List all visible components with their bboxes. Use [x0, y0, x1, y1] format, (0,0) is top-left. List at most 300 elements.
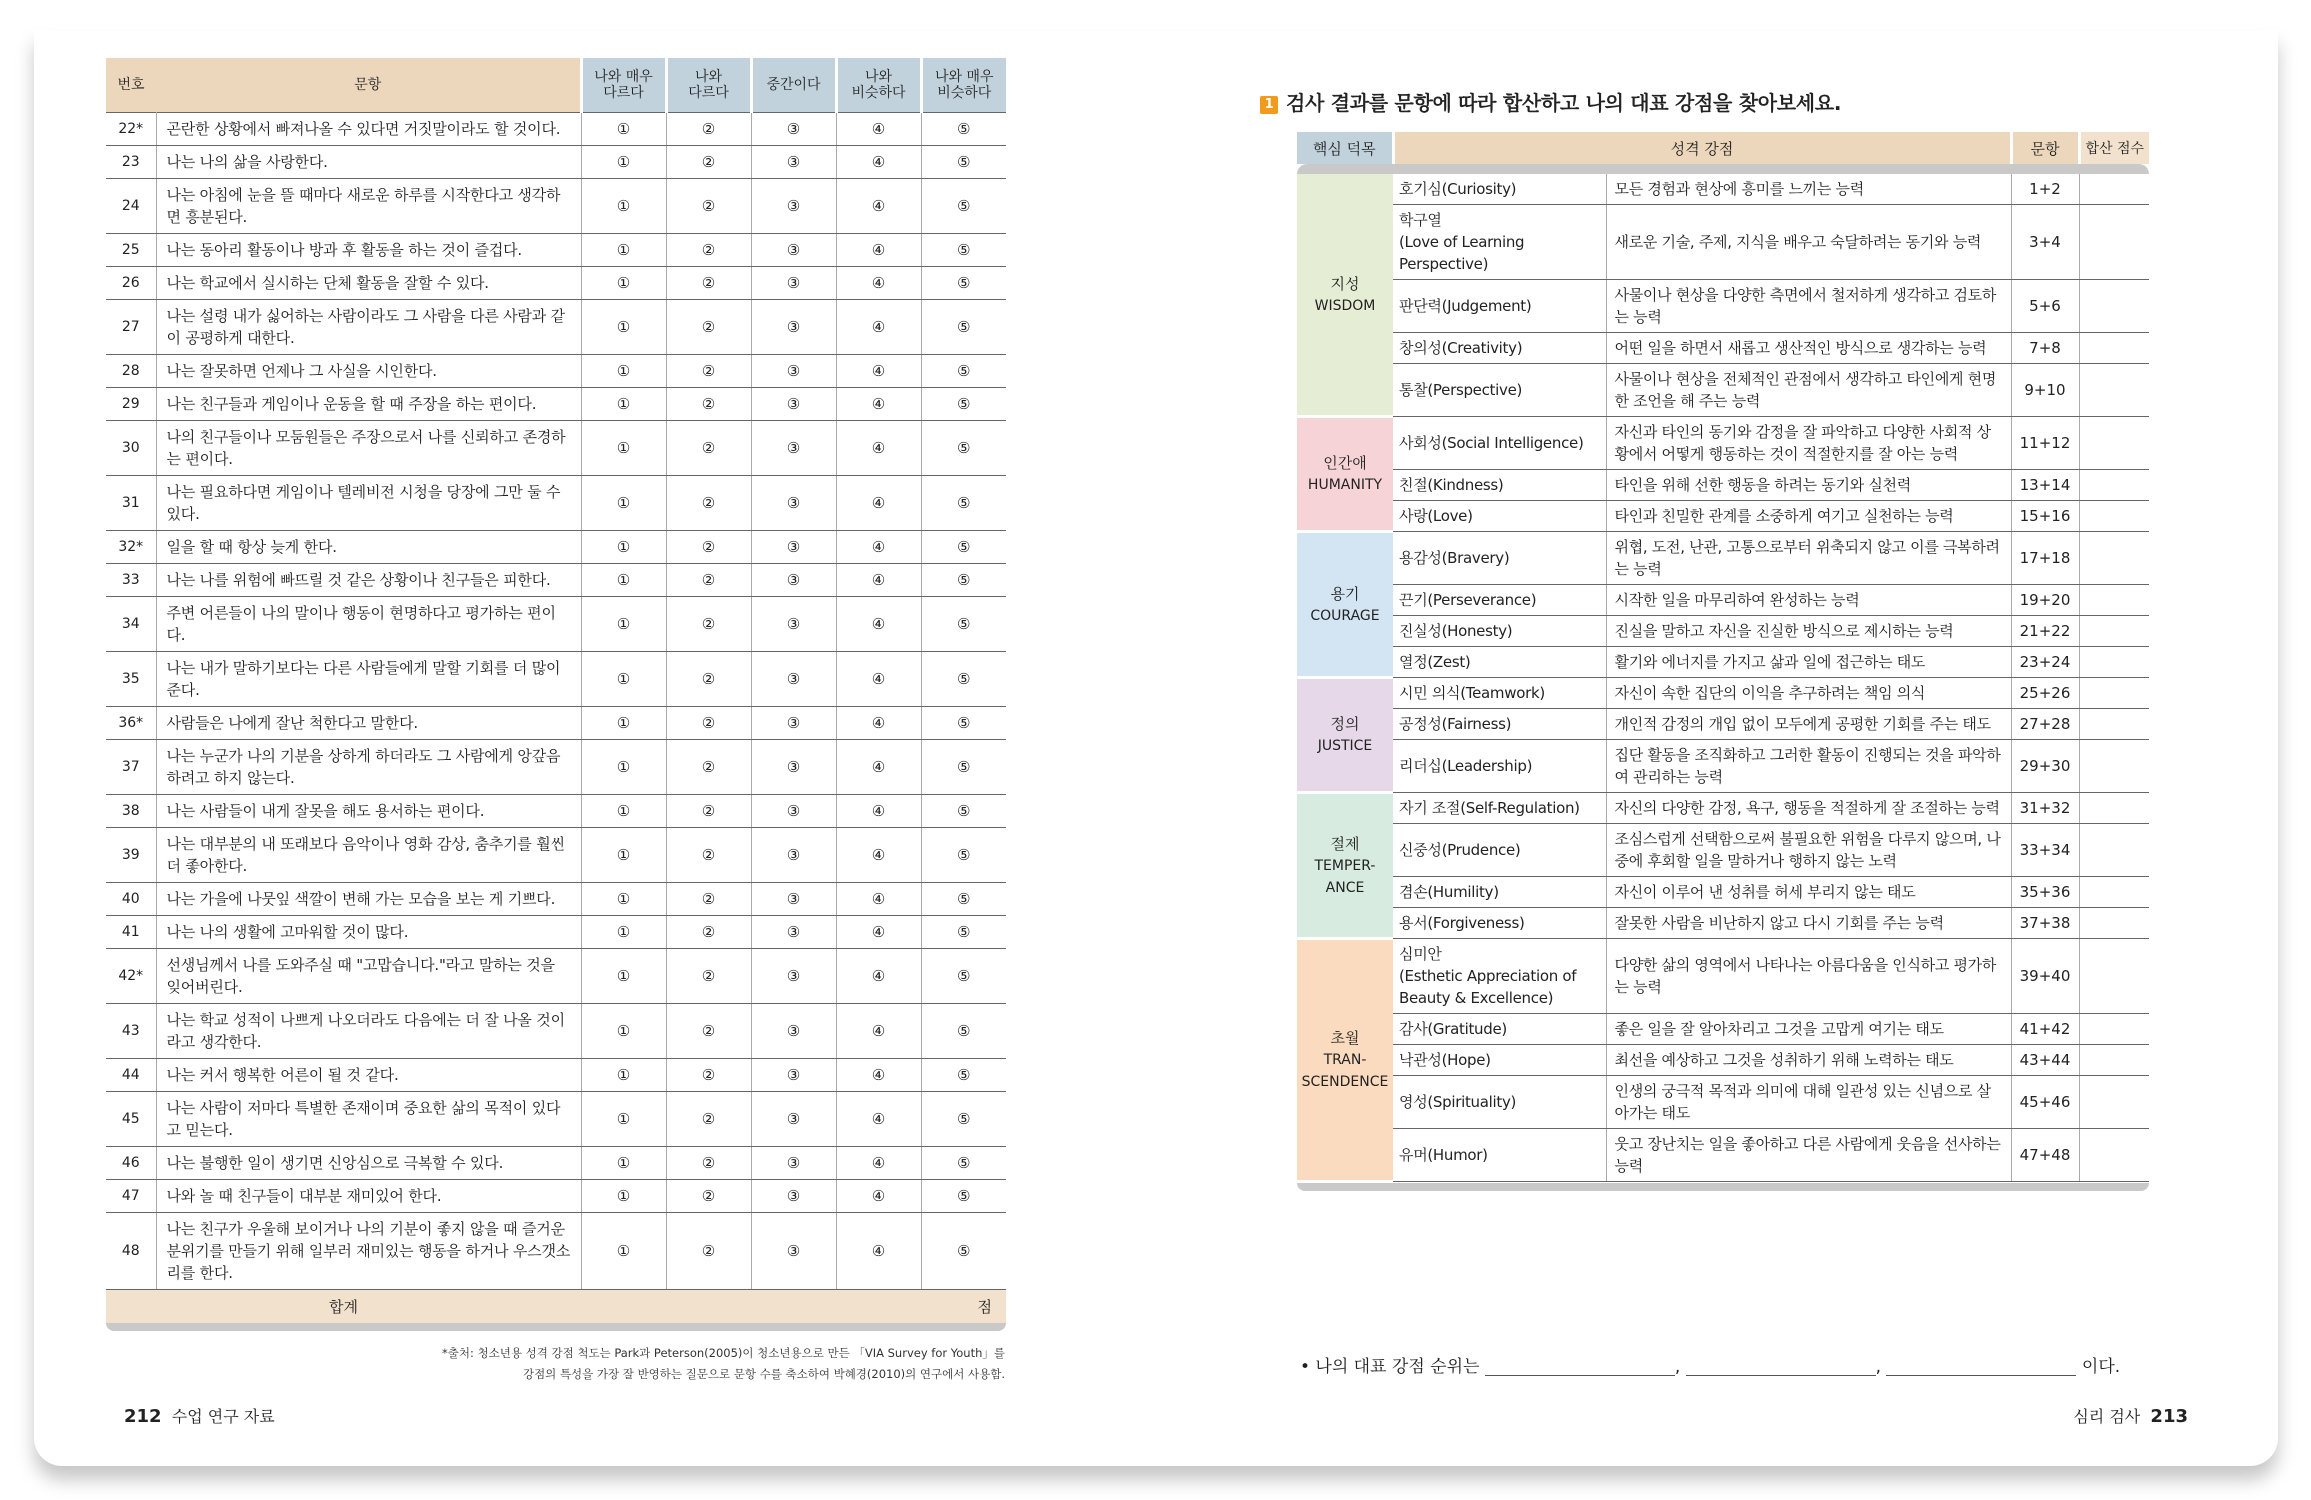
score-input-cell[interactable]: [2079, 417, 2149, 470]
choice-4[interactable]: ④: [836, 1179, 921, 1212]
question-text: 곤란한 상황에서 빠져나올 수 있다면 거짓말이라도 할 것이다.: [156, 112, 581, 145]
choice-3[interactable]: ③: [751, 882, 836, 915]
choice-2[interactable]: ②: [666, 915, 751, 948]
strength-description: 위협, 도전, 난관, 고통으로부터 위축되지 않고 이를 극복하려는 능력: [1606, 532, 2011, 585]
choice-1[interactable]: ①: [581, 530, 666, 563]
total-label: 합계: [106, 1289, 581, 1323]
section-right: 심리 검사: [2073, 1407, 2141, 1426]
score-input-cell[interactable]: [2079, 939, 2149, 1014]
choice-3[interactable]: ③: [751, 530, 836, 563]
question-text: 나는 아침에 눈을 뜰 때마다 새로운 하루를 시작한다고 생각하면 흥분된다.: [156, 178, 581, 233]
strength-row: [1297, 908, 2149, 939]
virtue-korean: 지성: [1330, 274, 1360, 293]
virtue-english: WISDOM: [1314, 297, 1376, 314]
choice-2[interactable]: ②: [666, 1212, 751, 1289]
choice-3[interactable]: ③: [751, 1003, 836, 1058]
choice-2[interactable]: ②: [666, 948, 751, 1003]
choice-2[interactable]: ②: [666, 706, 751, 739]
choice-4[interactable]: ④: [836, 706, 921, 739]
choice-5[interactable]: ⑤: [921, 827, 1006, 882]
choice-5[interactable]: ⑤: [921, 882, 1006, 915]
strength-name: 사회성(Social Intelligence): [1393, 417, 1606, 470]
choice-4[interactable]: ④: [836, 233, 921, 266]
strength-description: 개인적 감정의 개입 없이 모두에게 공평한 기회를 주는 태도: [1606, 709, 2011, 740]
item-numbers: 31+32: [2011, 793, 2079, 824]
choice-2[interactable]: ②: [666, 178, 751, 233]
choice-3[interactable]: ③: [751, 1179, 836, 1212]
choice-2[interactable]: ②: [666, 596, 751, 651]
choice-5[interactable]: ⑤: [921, 178, 1006, 233]
header-opt3: 중간이다: [751, 58, 836, 112]
question-text: 나는 사람이 저마다 특별한 존재이며 중요한 삶의 목적이 있다고 믿는다.: [156, 1091, 581, 1146]
score-input-cell[interactable]: [2079, 364, 2149, 417]
choice-1[interactable]: ①: [581, 596, 666, 651]
choice-2[interactable]: ②: [666, 420, 751, 475]
strength-description: 자신이 이루어 낸 성취를 허세 부리지 않는 태도: [1606, 877, 2011, 908]
choice-3[interactable]: ③: [751, 178, 836, 233]
choice-4[interactable]: ④: [836, 651, 921, 706]
strength-name: 용서(Forgiveness): [1393, 908, 1606, 939]
question-row: [106, 915, 1006, 948]
choice-1[interactable]: ①: [581, 1146, 666, 1179]
choice-4[interactable]: ④: [836, 475, 921, 530]
question-text: 주변 어른들이 나의 말이나 행동이 현명하다고 평가하는 편이다.: [156, 596, 581, 651]
virtue-korean: 인간애: [1323, 454, 1367, 472]
choice-2[interactable]: ②: [666, 354, 751, 387]
strength-name: 유머(Humor): [1393, 1129, 1606, 1182]
choice-1[interactable]: ①: [581, 1058, 666, 1091]
top-strength-answer: • 나의 대표 강점 순위는 , , 이다.: [1300, 1357, 2121, 1377]
question-number: 27: [106, 299, 156, 354]
choice-2[interactable]: ②: [666, 827, 751, 882]
choice-1[interactable]: ①: [581, 739, 666, 794]
question-row: [106, 563, 1006, 596]
choice-4[interactable]: ④: [836, 596, 921, 651]
choice-5[interactable]: ⑤: [921, 1058, 1006, 1091]
choice-2[interactable]: ②: [666, 1179, 751, 1212]
choice-3[interactable]: ③: [751, 651, 836, 706]
item-numbers: 39+40: [2011, 939, 2079, 1014]
choice-2[interactable]: ②: [666, 112, 751, 145]
choice-4[interactable]: ④: [836, 266, 921, 299]
question-text: 나는 친구들과 게임이나 운동을 할 때 주장을 하는 편이다.: [156, 387, 581, 420]
choice-3[interactable]: ③: [751, 1091, 836, 1146]
question-row: [106, 112, 1006, 145]
strength-name: 리더십(Leadership): [1393, 740, 1606, 793]
item-numbers: 25+26: [2011, 678, 2079, 709]
strength-description: 진실을 말하고 자신을 진실한 방식으로 제시하는 능력: [1606, 616, 2011, 647]
strength-name: 끈기(Perseverance): [1393, 585, 1606, 616]
questionnaire-table-wrap: [106, 58, 1006, 1331]
score-input-cell[interactable]: [2079, 908, 2149, 939]
strength-row: [1297, 647, 2149, 678]
activity-title: [1260, 87, 1841, 116]
question-row: [106, 596, 1006, 651]
virtue-english: TEMPER- ANCE: [1314, 857, 1376, 896]
choice-2[interactable]: ②: [666, 882, 751, 915]
strength-description: 최선을 예상하고 그것을 성취하기 위해 노력하는 태도: [1606, 1045, 2011, 1076]
score-input-cell[interactable]: [2079, 616, 2149, 647]
strength-description: 모든 경험과 현상에 흥미를 느끼는 능력: [1606, 174, 2011, 205]
choice-1[interactable]: ①: [581, 387, 666, 420]
choice-4[interactable]: ④: [836, 882, 921, 915]
virtue-cell: [1297, 174, 1393, 417]
choice-3[interactable]: ③: [751, 915, 836, 948]
strength-description: 자신의 다양한 감정, 욕구, 행동을 적절하게 잘 조절하는 능력: [1606, 793, 2011, 824]
question-row: [106, 299, 1006, 354]
question-text: 사람들은 나에게 잘난 척한다고 말한다.: [156, 706, 581, 739]
question-row: [106, 706, 1006, 739]
choice-2[interactable]: ②: [666, 145, 751, 178]
question-number: 43: [106, 1003, 156, 1058]
choice-3[interactable]: ③: [751, 1212, 836, 1289]
item-numbers: 41+42: [2011, 1014, 2079, 1045]
choice-3[interactable]: ③: [751, 706, 836, 739]
choice-4[interactable]: ④: [836, 1212, 921, 1289]
score-input-cell[interactable]: [2079, 501, 2149, 532]
strength-name: 판단력(Judgement): [1393, 280, 1606, 333]
choice-5[interactable]: ⑤: [921, 475, 1006, 530]
score-input-cell[interactable]: [2079, 709, 2149, 740]
score-input-cell[interactable]: [2079, 532, 2149, 585]
choice-4[interactable]: ④: [836, 299, 921, 354]
question-text: 일을 할 때 항상 늦게 한다.: [156, 530, 581, 563]
folio-left: [124, 1404, 275, 1427]
score-input-cell[interactable]: [2079, 585, 2149, 616]
choice-2[interactable]: ②: [666, 299, 751, 354]
question-text: 선생님께서 나를 도와주실 때 "고맙습니다."라고 말하는 것을 잊어버린다.: [156, 948, 581, 1003]
choice-3[interactable]: ③: [751, 1146, 836, 1179]
choice-2[interactable]: ②: [666, 266, 751, 299]
item-numbers: 35+36: [2011, 877, 2079, 908]
choice-1[interactable]: ①: [581, 915, 666, 948]
item-numbers: 17+18: [2011, 532, 2079, 585]
strength-row: [1297, 470, 2149, 501]
choice-5[interactable]: ⑤: [921, 915, 1006, 948]
question-number: 25: [106, 233, 156, 266]
item-numbers: 21+22: [2011, 616, 2079, 647]
question-row: [106, 387, 1006, 420]
answer-suffix: 이다.: [2081, 1357, 2121, 1377]
choice-5[interactable]: ⑤: [921, 112, 1006, 145]
choice-1[interactable]: ①: [581, 299, 666, 354]
question-row: [106, 354, 1006, 387]
choice-3[interactable]: ③: [751, 739, 836, 794]
choice-1[interactable]: ①: [581, 1091, 666, 1146]
total-unit: 점: [581, 1289, 1006, 1323]
choice-1[interactable]: ①: [581, 651, 666, 706]
question-row: [106, 1058, 1006, 1091]
strength-name: 통찰(Perspective): [1393, 364, 1606, 417]
question-number: 40: [106, 882, 156, 915]
question-text: 나는 사람들이 내게 잘못을 해도 용서하는 편이다.: [156, 794, 581, 827]
score-input-cell[interactable]: [2079, 1129, 2149, 1182]
choice-4[interactable]: ④: [836, 145, 921, 178]
choice-5[interactable]: ⑤: [921, 596, 1006, 651]
virtue-korean: 용기: [1330, 584, 1360, 603]
choice-5[interactable]: ⑤: [921, 1091, 1006, 1146]
strength-row: [1297, 616, 2149, 647]
strength-name: 자기 조절(Self-Regulation): [1393, 793, 1606, 824]
choice-4[interactable]: ④: [836, 794, 921, 827]
choice-3[interactable]: ③: [751, 145, 836, 178]
choice-5[interactable]: ⑤: [921, 299, 1006, 354]
question-text: 나는 학교 성적이 나쁘게 나오더라도 다음에는 더 잘 나올 것이라고 생각한다.: [156, 1003, 581, 1058]
choice-2[interactable]: ②: [666, 530, 751, 563]
choice-3[interactable]: ③: [751, 420, 836, 475]
question-number: 47: [106, 1179, 156, 1212]
choice-1[interactable]: ①: [581, 794, 666, 827]
choice-5[interactable]: ⑤: [921, 1179, 1006, 1212]
virtue-cell: [1297, 678, 1393, 793]
choice-4[interactable]: ④: [836, 178, 921, 233]
question-text: 나는 친구가 우울해 보이거나 나의 기분이 좋지 않을 때 즐거운 분위기를 만들기 위해 일부러 재미있는 행동을 하거나 우스갯소리를 한다.: [156, 1212, 581, 1289]
question-row: [106, 420, 1006, 475]
strength-description: 활기와 에너지를 가지고 삶과 일에 접근하는 태도: [1606, 647, 2011, 678]
choice-1[interactable]: ①: [581, 1179, 666, 1212]
choice-5[interactable]: ⑤: [921, 651, 1006, 706]
question-number: 30: [106, 420, 156, 475]
choice-2[interactable]: ②: [666, 794, 751, 827]
score-input-cell[interactable]: [2079, 205, 2149, 280]
choice-3[interactable]: ③: [751, 1058, 836, 1091]
choice-1[interactable]: ①: [581, 354, 666, 387]
choice-3[interactable]: ③: [751, 827, 836, 882]
choice-3[interactable]: ③: [751, 794, 836, 827]
choice-4[interactable]: ④: [836, 948, 921, 1003]
strength-name: 열정(Zest): [1393, 647, 1606, 678]
choice-4[interactable]: ④: [836, 563, 921, 596]
strength-description: 조심스럽게 선택함으로써 불필요한 위험을 다루지 않으며, 나중에 후회할 일을 말하거나 행하지 않는 노력: [1606, 824, 2011, 877]
virtue-english: COURAGE: [1310, 607, 1380, 624]
strength-name: 창의성(Creativity): [1393, 333, 1606, 364]
header-opt5: 나와 매우 비슷하다: [921, 58, 1006, 112]
choice-1[interactable]: ①: [581, 145, 666, 178]
score-input-cell[interactable]: [2079, 740, 2149, 793]
strength-row: [1297, 333, 2149, 364]
choice-1[interactable]: ①: [581, 1003, 666, 1058]
choice-3[interactable]: ③: [751, 387, 836, 420]
choice-2[interactable]: ②: [666, 1146, 751, 1179]
question-number: 45: [106, 1091, 156, 1146]
choice-5[interactable]: ⑤: [921, 1146, 1006, 1179]
strength-description: 시작한 일을 마무리하여 완성하는 능력: [1606, 585, 2011, 616]
score-input-cell[interactable]: [2079, 1045, 2149, 1076]
choice-1[interactable]: ①: [581, 233, 666, 266]
choice-3[interactable]: ③: [751, 266, 836, 299]
score-input-cell[interactable]: [2079, 1014, 2149, 1045]
strength-name: 공정성(Fairness): [1393, 709, 1606, 740]
header-num: 번호: [106, 58, 156, 112]
virtue-english: HUMANITY: [1307, 477, 1383, 493]
strength-name: 신중성(Prudence): [1393, 824, 1606, 877]
choice-5[interactable]: ⑤: [921, 354, 1006, 387]
strength-row: [1297, 1076, 2149, 1129]
choice-4[interactable]: ④: [836, 1091, 921, 1146]
choice-1[interactable]: ①: [581, 827, 666, 882]
item-numbers: 9+10: [2011, 364, 2079, 417]
score-input-cell[interactable]: [2079, 333, 2149, 364]
choice-1[interactable]: ①: [581, 563, 666, 596]
choice-1[interactable]: ①: [581, 475, 666, 530]
question-text: 나는 나를 위험에 빠뜨릴 것 같은 상황이나 친구들은 피한다.: [156, 563, 581, 596]
choice-2[interactable]: ②: [666, 1058, 751, 1091]
strength-description: 좋은 일을 잘 알아차리고 그것을 고맙게 여기는 태도: [1606, 1014, 2011, 1045]
strength-row: [1297, 740, 2149, 793]
choice-1[interactable]: ①: [581, 178, 666, 233]
choice-4[interactable]: ④: [836, 1146, 921, 1179]
choice-3[interactable]: ③: [751, 112, 836, 145]
answer-prefix: • 나의 대표 강점 순위는: [1300, 1357, 1480, 1377]
answer-blank-2[interactable]: [1686, 1358, 1876, 1376]
item-numbers: 43+44: [2011, 1045, 2079, 1076]
choice-1[interactable]: ①: [581, 948, 666, 1003]
source-note: *출처: 청소년용 성격 강점 척도는 Park과 Peterson(2005)이 청소년용으로 만든 「VIA Survey for Youth」를 강점의 특성을 가장 잘 반영하는 질문으로 문항 수를 축소하여 박혜경(2010)의 연구에서 사용함.: [442, 1346, 1005, 1381]
question-number: 39: [106, 827, 156, 882]
header-opt4: 나와 비슷하다: [836, 58, 921, 112]
choice-5[interactable]: ⑤: [921, 739, 1006, 794]
choice-5[interactable]: ⑤: [921, 420, 1006, 475]
choice-2[interactable]: ②: [666, 1091, 751, 1146]
choice-5[interactable]: ⑤: [921, 1212, 1006, 1289]
question-row: [106, 882, 1006, 915]
choice-3[interactable]: ③: [751, 233, 836, 266]
choice-4[interactable]: ④: [836, 1058, 921, 1091]
section-left: 수업 연구 자료: [171, 1407, 275, 1426]
choice-5[interactable]: ⑤: [921, 145, 1006, 178]
choice-2[interactable]: ②: [666, 1003, 751, 1058]
virtue-english: TRAN- SCENDENCE: [1301, 1052, 1389, 1090]
table-top-bar: [1297, 164, 2149, 174]
choice-2[interactable]: ②: [666, 475, 751, 530]
page-number-right: 213: [2150, 1406, 2188, 1427]
number-badge: 1: [1260, 96, 1278, 114]
folio-right: [2073, 1404, 2188, 1427]
score-input-cell[interactable]: [2079, 647, 2149, 678]
choice-3[interactable]: ③: [751, 563, 836, 596]
question-number: 29: [106, 387, 156, 420]
choice-5[interactable]: ⑤: [921, 530, 1006, 563]
strength-row: [1297, 364, 2149, 417]
strength-name: 학구열 (Love of Learning Perspective): [1393, 205, 1606, 280]
choice-5[interactable]: ⑤: [921, 706, 1006, 739]
answer-blank-1[interactable]: [1485, 1358, 1675, 1376]
question-row: [106, 266, 1006, 299]
choice-2[interactable]: ②: [666, 233, 751, 266]
strength-row: [1297, 1129, 2149, 1182]
score-input-cell[interactable]: [2079, 824, 2149, 877]
choice-4[interactable]: ④: [836, 827, 921, 882]
score-input-cell[interactable]: [2079, 280, 2149, 333]
strength-row: [1297, 280, 2149, 333]
choice-4[interactable]: ④: [836, 530, 921, 563]
strength-row: [1297, 939, 2149, 1014]
choice-1[interactable]: ①: [581, 112, 666, 145]
choice-1[interactable]: ①: [581, 1212, 666, 1289]
strength-name: 사랑(Love): [1393, 501, 1606, 532]
strength-row: [1297, 678, 2149, 709]
item-numbers: 47+48: [2011, 1129, 2079, 1182]
question-row: [106, 530, 1006, 563]
activity-title-text: 검사 결과를 문항에 따라 합산하고 나의 대표 강점을 찾아보세요.: [1286, 91, 1842, 115]
question-text: 나는 대부분의 내 또래보다 음악이나 영화 감상, 춤추기를 훨씬 더 좋아한다.: [156, 827, 581, 882]
choice-1[interactable]: ①: [581, 420, 666, 475]
strength-description: 잘못한 사람을 비난하지 않고 다시 기회를 주는 능력: [1606, 908, 2011, 939]
question-row: [106, 948, 1006, 1003]
strength-table-wrap: [1297, 132, 2149, 1191]
question-text: 나는 나의 삶을 사랑한다.: [156, 145, 581, 178]
score-input-cell[interactable]: [2079, 877, 2149, 908]
choice-5[interactable]: ⑤: [921, 387, 1006, 420]
choice-5[interactable]: ⑤: [921, 1003, 1006, 1058]
question-number: 32*: [106, 530, 156, 563]
question-text: 나는 불행한 일이 생기면 신앙심으로 극복할 수 있다.: [156, 1146, 581, 1179]
choice-5[interactable]: ⑤: [921, 563, 1006, 596]
item-numbers: 33+34: [2011, 824, 2079, 877]
question-row: [106, 233, 1006, 266]
question-row: [106, 651, 1006, 706]
choice-5[interactable]: ⑤: [921, 233, 1006, 266]
choice-3[interactable]: ③: [751, 596, 836, 651]
strength-row: [1297, 709, 2149, 740]
choice-3[interactable]: ③: [751, 948, 836, 1003]
choice-5[interactable]: ⑤: [921, 794, 1006, 827]
choice-4[interactable]: ④: [836, 915, 921, 948]
question-text: 나는 학교에서 실시하는 단체 활동을 잘할 수 있다.: [156, 266, 581, 299]
strength-name: 영성(Spirituality): [1393, 1076, 1606, 1129]
question-text: 나는 설령 내가 싫어하는 사람이라도 그 사람을 다른 사람과 같이 공평하게 대한다.: [156, 299, 581, 354]
answer-blank-3[interactable]: [1886, 1358, 2076, 1376]
score-input-cell[interactable]: [2079, 678, 2149, 709]
choice-3[interactable]: ③: [751, 299, 836, 354]
score-input-cell[interactable]: [2079, 793, 2149, 824]
choice-2[interactable]: ②: [666, 387, 751, 420]
score-input-cell[interactable]: [2079, 1076, 2149, 1129]
choice-1[interactable]: ①: [581, 706, 666, 739]
choice-5[interactable]: ⑤: [921, 266, 1006, 299]
strength-name: 심미안 (Esthetic Appreciation of Beauty & Excellence): [1393, 939, 1606, 1014]
choice-4[interactable]: ④: [836, 1003, 921, 1058]
score-input-cell[interactable]: [2079, 470, 2149, 501]
strength-description: 자신이 속한 집단의 이익을 추구하려는 책임 의식: [1606, 678, 2011, 709]
strength-description: 집단 활동을 조직화하고 그러한 활동이 진행되는 것을 파악하여 관리하는 능력: [1606, 740, 2011, 793]
choice-4[interactable]: ④: [836, 354, 921, 387]
choice-3[interactable]: ③: [751, 475, 836, 530]
choice-4[interactable]: ④: [836, 420, 921, 475]
choice-2[interactable]: ②: [666, 739, 751, 794]
question-row: [106, 1091, 1006, 1146]
strength-description: 어떤 일을 하면서 새롭고 생산적인 방식으로 생각하는 능력: [1606, 333, 2011, 364]
question-row: [106, 475, 1006, 530]
question-text: 나의 친구들이나 모둠원들은 주장으로서 나를 신뢰하고 존경하는 편이다.: [156, 420, 581, 475]
choice-1[interactable]: ①: [581, 266, 666, 299]
question-row: [106, 1212, 1006, 1289]
choice-5[interactable]: ⑤: [921, 948, 1006, 1003]
choice-3[interactable]: ③: [751, 354, 836, 387]
score-input-cell[interactable]: [2079, 174, 2149, 205]
choice-2[interactable]: ②: [666, 651, 751, 706]
choice-4[interactable]: ④: [836, 387, 921, 420]
choice-4[interactable]: ④: [836, 112, 921, 145]
strength-description: 타인과 친밀한 관계를 소중하게 여기고 실천하는 능력: [1606, 501, 2011, 532]
question-row: [106, 1179, 1006, 1212]
choice-1[interactable]: ①: [581, 882, 666, 915]
strength-row: [1297, 793, 2149, 824]
choice-2[interactable]: ②: [666, 563, 751, 596]
question-number: 28: [106, 354, 156, 387]
choice-4[interactable]: ④: [836, 739, 921, 794]
question-text: 나는 나의 생활에 고마워할 것이 많다.: [156, 915, 581, 948]
